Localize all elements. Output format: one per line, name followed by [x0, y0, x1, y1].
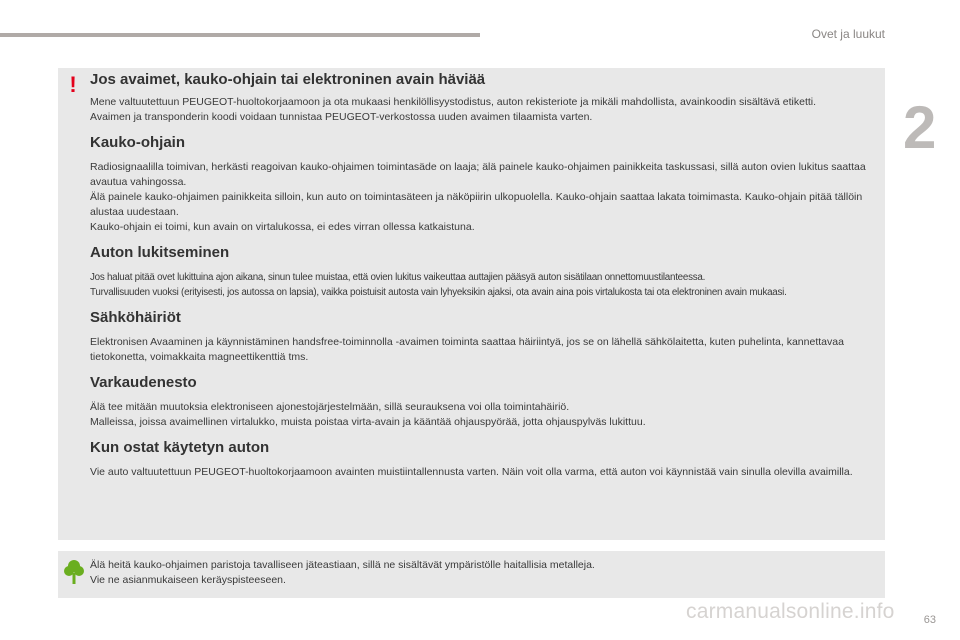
section-heading: Varkaudenesto — [90, 374, 197, 391]
section-paragraph: Älä tee mitään muutoksia elektroniseen ajonestojärjestelmään, sillä seurauksena voi olla toimintahäiriö. — [90, 401, 570, 413]
section-heading: Jos avaimet, kauko-ohjain tai elektroninen avain häviää — [90, 71, 486, 88]
section-paragraph: Malleissa, joissa avaimellinen virtalukko, muista poistaa virta-avain ja kääntää ohjauspyörää, jotta ohjauspylväs lukittuu. — [90, 416, 646, 428]
section-paragraph: Turvallisuuden vuoksi (erityisesti, jos autossa on lapsia), vaikka poistuisit autosta vain lyhyeksikin ajaksi, ota avain aina pois virtalukosta tai ota elektroninen avain mukaasi. — [90, 287, 787, 298]
section-used-car — [90, 439, 875, 480]
section-electrical-interference — [90, 309, 875, 365]
section-paragraph: Mene valtuutettuun PEUGEOT-huoltokorjaamoon ja ota mukaasi henkilöllisyystodistus, auton rekisteriote ja mikäli mahdollista, avainkoodin sisältävä etiketti. — [90, 96, 817, 108]
section-paragraph: Älä painele kauko-ohjaimen painikkeita silloin, kun auto on toimintasäteen ja näköpiirin ulkopuolella. Kauko-ohjain saattaa lakata toimimasta. Kauko-ohjain pitää tällöin alustaa uudestaan. — [90, 191, 863, 218]
warning-box — [58, 68, 885, 540]
section-heading: Kun ostat käytetyn auton — [90, 439, 270, 456]
exclamation-icon: ! — [69, 72, 77, 97]
header-rule — [0, 33, 480, 37]
warning-content — [90, 71, 875, 489]
section-heading: Auton lukitseminen — [90, 244, 230, 261]
section-lost-keys — [90, 71, 875, 125]
section-paragraph: Radiosignaalilla toimivan, herkästi reagoivan kauko-ohjaimen toimintasäde on laaja; älä painele kauko-ohjaimen painikkeita taskussasi, sillä auton ovien lukitus saattaa avautua vahingossa. — [90, 161, 866, 188]
watermark: carmanualsonline.info — [686, 600, 895, 623]
section-paragraph: Vie auto valtuutettuun PEUGEOT-huoltokorjaamoon avainten muistiintallennusta varten. Näin voit olla varma, että auton voi käynnistää vain sinulla olevilla avaimilla. — [90, 466, 853, 478]
eco-note-line: Älä heitä kauko-ohjaimen paristoja tavalliseen jäteastiaan, sillä ne sisältävät ympäristölle haitallisia metalleja. — [90, 559, 595, 571]
section-anti-theft — [90, 374, 875, 430]
chapter-number: 2 — [903, 94, 937, 161]
section-locking — [90, 244, 875, 300]
page-number: 63 — [923, 614, 936, 626]
section-heading: Sähköhäiriöt — [90, 309, 181, 326]
section-paragraph: Jos haluat pitää ovet lukittuina ajon aikana, sinun tulee muistaa, että ovien lukitus vaikeuttaa auttajien pääsyä auton sisätilaan onnettomuustilanteessa. — [90, 272, 706, 283]
eco-note-line: Vie ne asianmukaiseen keräyspisteeseen. — [90, 574, 286, 586]
tree-icon — [64, 559, 84, 585]
eco-note-box — [58, 551, 885, 598]
eco-note-text — [90, 558, 870, 588]
section-paragraph: Elektronisen Avaaminen ja käynnistäminen handsfree-toiminnolla -avaimen toiminta saattaa häiriintyä, jos se on lähellä sähkölaitetta, kuten puhelinta, kannettavaa tietokonetta, voimakkaita magneettikenttiä tms. — [90, 336, 844, 363]
section-remote-control — [90, 134, 875, 235]
section-paragraph: Avaimen ja transponderin koodi voidaan tunnistaa PEUGEOT-verkostossa uuden avaimen tilaamista varten. — [90, 111, 593, 123]
section-heading: Kauko-ohjain — [90, 134, 186, 151]
section-paragraph: Kauko-ohjain ei toimi, kun avain on virtalukossa, ei edes virran ollessa katkaistuna. — [90, 221, 475, 233]
section-title: Ovet ja luukut — [811, 27, 885, 41]
